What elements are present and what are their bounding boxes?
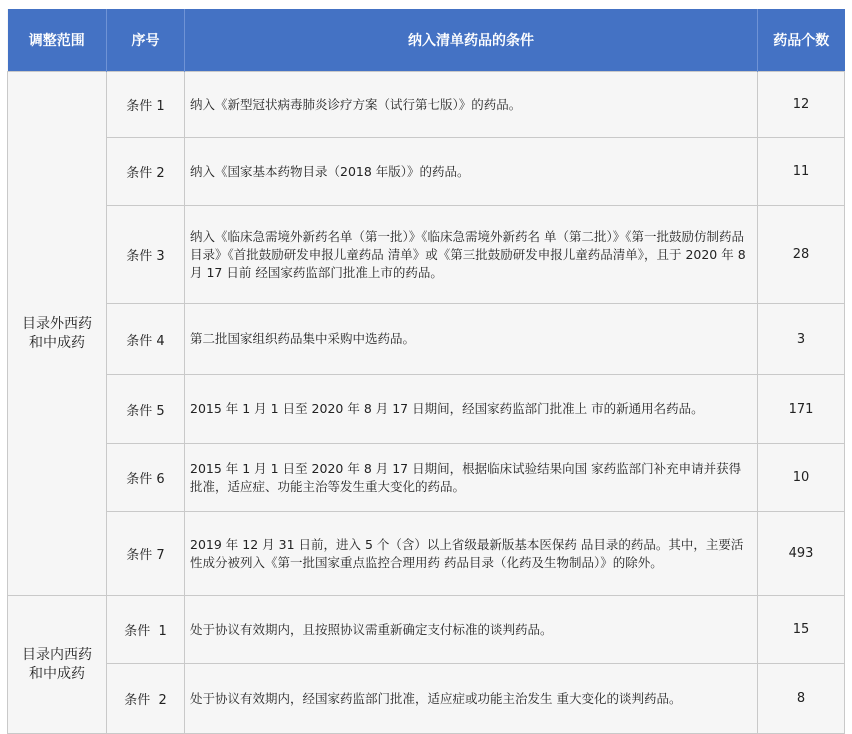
- condition-cell: 2015 年 1 月 1 日至 2020 年 8 月 17 日期间，根据临床试验结果向国 家药监部门补充申请并获得批准，适应症、功能主治等发生重大变化的药品。: [185, 444, 758, 512]
- seq-label: 条件 7: [126, 548, 165, 563]
- condition-cell: 2019 年 12 月 31 日前，进入 5 个（含）以上省级最新版基本医保药 品目录的药品。其中，主要活性成分被列入《第一批国家重点监控合理用药 药品目录（化药及生物制品）》的除外。: [185, 512, 758, 596]
- drug-list-table: [7, 9, 845, 734]
- header-condition: 纳入清单药品的条件: [185, 9, 758, 72]
- seq-cell: [107, 304, 185, 375]
- count-cell: 12: [758, 72, 845, 138]
- seq-label: 条件 1: [124, 624, 167, 639]
- seq-cell: [107, 375, 185, 444]
- condition-cell: 2015 年 1 月 1 日至 2020 年 8 月 17 日期间，经国家药监部门批准上 市的新通用名药品。: [185, 375, 758, 444]
- header-count: 药品个数: [758, 9, 845, 72]
- condition-cell: 纳入《新型冠状病毒肺炎诊疗方案（试行第七版）》的药品。: [185, 72, 758, 138]
- seq-label: 条件 2: [126, 166, 165, 181]
- seq-cell: [107, 138, 185, 206]
- table-row: [8, 596, 845, 664]
- condition-cell: 处于协议有效期内，经国家药监部门批准，适应症或功能主治发生 重大变化的谈判药品。: [185, 664, 758, 734]
- count-cell: 3: [758, 304, 845, 375]
- table-row: [8, 664, 845, 734]
- table-row: [8, 444, 845, 512]
- count-cell: 493: [758, 512, 845, 596]
- count-cell: 11: [758, 138, 845, 206]
- scope-cell-inside: [8, 596, 107, 734]
- header-seq: 序号: [107, 9, 185, 72]
- count-cell: 8: [758, 664, 845, 734]
- count-cell: 171: [758, 375, 845, 444]
- seq-cell: [107, 596, 185, 664]
- seq-cell: [107, 512, 185, 596]
- seq-cell: [107, 444, 185, 512]
- seq-label: 条件 4: [126, 333, 165, 349]
- table-row: [8, 304, 845, 375]
- seq-label: 条件 6: [126, 472, 165, 487]
- table-row: [8, 72, 845, 138]
- count-cell: 28: [758, 206, 845, 304]
- seq-cell: [107, 72, 185, 138]
- header-scope: 调整范围: [8, 9, 107, 72]
- seq-label: 条件 3: [126, 249, 165, 264]
- count-cell: 10: [758, 444, 845, 512]
- scope-label: 目录内西药 和中成药: [22, 646, 92, 682]
- table-header: [8, 9, 845, 72]
- condition-cell: 处于协议有效期内，且按照协议需重新确定支付标准的谈判药品。: [185, 596, 758, 664]
- condition-cell: 纳入《临床急需境外新药名单（第一批）》《临床急需境外新药名 单（第二批）》《第一批鼓励仿制药品目录》《首批鼓励研发申报儿童药品 清单》或《第三批鼓励研发申报儿童药品清单》，且于 2020 年 8 月 17 日前 经国家药监部门批准上市的药品。: [185, 206, 758, 304]
- table-row: [8, 138, 845, 206]
- seq-cell: [107, 206, 185, 304]
- count-cell: 15: [758, 596, 845, 664]
- table-row: [8, 206, 845, 304]
- condition-cell: 纳入《国家基本药物目录（2018 年版）》的药品。: [185, 138, 758, 206]
- seq-cell: [107, 664, 185, 734]
- seq-label: 条件 1: [126, 99, 165, 114]
- seq-label: 条件 5: [126, 403, 165, 419]
- table-row: [8, 512, 845, 596]
- table-body: [8, 72, 845, 734]
- seq-label: 条件 2: [124, 693, 167, 708]
- drug-list-table-container: [7, 9, 844, 734]
- scope-label: 目录外西药 和中成药: [22, 315, 92, 351]
- header-row: [8, 9, 845, 72]
- scope-cell-outside: [8, 72, 107, 596]
- table-row: [8, 375, 845, 444]
- condition-cell: 第二批国家组织药品集中采购中选药品。: [185, 304, 758, 375]
